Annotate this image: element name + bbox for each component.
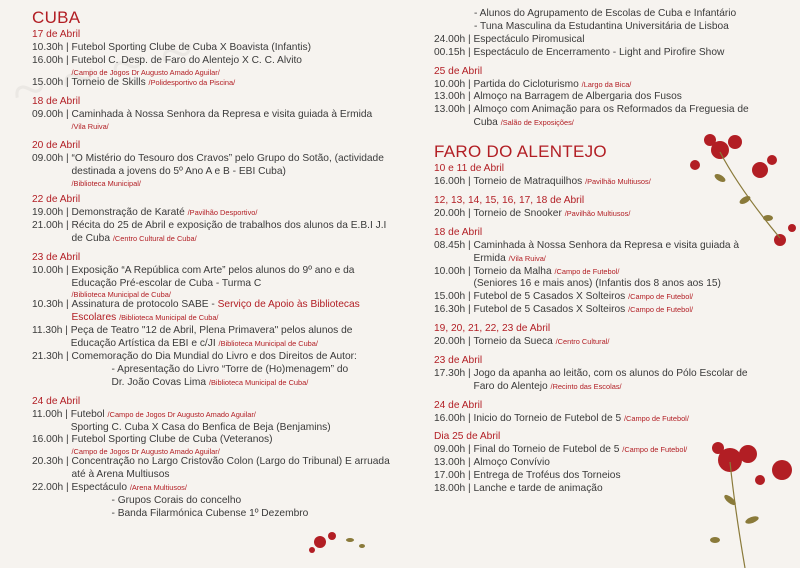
event-text: Lanche e tarde de animação [473, 483, 603, 495]
day-date: 22 de Abril [32, 194, 81, 206]
event-row [32, 55, 392, 77]
event-time: 08.45h | [434, 240, 473, 266]
event-description [71, 207, 392, 220]
event-time: 16.00h | [32, 434, 71, 456]
event-location: /Pavilhão Desportivo/ [187, 207, 258, 217]
section-title-cuba: CUBA [32, 8, 81, 27]
event-time: 10.30h | [32, 42, 71, 55]
event-row [434, 176, 764, 189]
event-location: /Biblioteca Municipal de Cuba/ [218, 339, 318, 349]
event-row [434, 104, 764, 130]
event-location: /Campo de Futebol/ [628, 305, 694, 315]
event-time: 10.00h | [32, 265, 71, 300]
event-location: /Campo de Futebol/ [622, 445, 688, 455]
event-description [473, 104, 764, 130]
event-text: Futebol Sporting Clube de Cuba X Boavista (Infantis) [71, 41, 312, 53]
event-text: Jogo da apanha ao leitão, com os alunos do Pólo Escolar de Faro do Alentejo [473, 367, 748, 392]
event-row [32, 299, 392, 325]
event-text: Inicio do Torneio de Futebol de 5 [473, 412, 622, 424]
day-date: 18 de Abril [32, 95, 81, 107]
event-location: /Vila Ruiva/ [508, 253, 546, 263]
event-text: Futebol C. Desp. de Faro do Alentejo X C. C. Alvito [71, 54, 302, 66]
event-text: Demonstração de Karaté [71, 206, 185, 218]
event-text: Entrega de Troféus dos Torneios [473, 470, 621, 482]
event-time: 15.00h | [32, 77, 71, 90]
event-row [434, 291, 764, 304]
event-description [71, 220, 392, 246]
event-description [71, 77, 392, 90]
event-location: /Campo de Futebol/ [554, 266, 620, 276]
event-location: /Campo de Jogos Dr Augusto Amado Aguilar/ [71, 67, 220, 77]
event-time: 21.00h | [32, 220, 71, 246]
event-row [434, 413, 764, 426]
event-text: Partida do Cicloturismo [473, 78, 579, 90]
event-text: Torneio de Skills [71, 76, 146, 88]
event-row [32, 153, 392, 188]
section-title-faro: FARO DO ALENTEJO [434, 142, 607, 162]
event-location: /Centro Cultural de Cuba/ [112, 233, 197, 243]
event-sub-item: Dr. João Covas Lima /Biblioteca Municipal de Cuba/ [111, 376, 309, 388]
day-date: 18 de Abril [434, 226, 483, 238]
event-time: 10.30h | [32, 299, 71, 325]
event-location: /Biblioteca Municipal de Cuba/ [71, 290, 171, 300]
event-row [434, 240, 764, 266]
continued-sub-item: - Alunos do Agrupamento de Escolas de Cuba e Infantário [474, 8, 737, 19]
day-date: Dia 25 de Abril [434, 431, 501, 443]
cuba-column [32, 8, 392, 521]
event-text: Futebol [70, 408, 105, 420]
event-location: /Salão de Exposições/ [500, 118, 574, 128]
event-text: Comemoração do Dia Mundial do Livro e dos Direitos de Autor: [71, 351, 357, 363]
event-description [71, 55, 392, 77]
day-date: 10 e 11 de Abril [434, 163, 505, 175]
day-date: 24 de Abril [32, 395, 81, 407]
event-location: /Campo de Futebol/ [628, 292, 694, 302]
event-location: /Largo da Bica/ [581, 79, 632, 89]
event-row [434, 208, 764, 221]
event-text: Espectáculo [71, 482, 127, 494]
event-text: Futebol Sporting Clube de Cuba (Veteranos) [71, 434, 273, 446]
event-row [32, 265, 392, 300]
event-row [434, 47, 764, 60]
event-description [71, 409, 392, 435]
event-row [32, 482, 392, 521]
event-row [434, 457, 764, 470]
event-row [434, 34, 764, 47]
event-description [473, 47, 764, 60]
event-time: 15.00h | [434, 291, 473, 304]
right-column [434, 8, 764, 496]
event-row [434, 483, 764, 496]
day-date: 17 de Abril [32, 29, 81, 40]
event-text: Espectáculo de Encerramento - Light and Pirofire Show [473, 46, 725, 58]
event-extra: Sporting C. Cuba X Casa do Benfica de Beja (Benjamins) [70, 421, 331, 433]
event-location: /Campo de Jogos Dr Augusto Amado Aguilar/ [71, 447, 220, 457]
event-location: /Polidesportivo da Piscina/ [148, 77, 236, 87]
event-row [434, 266, 764, 292]
event-location: /Biblioteca Municipal de Cuba/ [119, 313, 219, 323]
event-text: Almoço com Animação para os Reformados da Freguesia de Cuba [473, 104, 749, 129]
event-time: 09.00h | [434, 444, 473, 457]
event-location: /Biblioteca Municipal/ [71, 179, 141, 189]
event-text: Futebol de 5 Casados X Solteiros [473, 304, 626, 316]
event-description [71, 482, 392, 521]
event-row [32, 42, 392, 55]
event-text: Final do Torneio de Futebol de 5 [473, 444, 620, 456]
event-description [71, 434, 392, 456]
event-time: 11.00h | [32, 409, 71, 435]
event-time: 09.00h | [32, 153, 71, 188]
event-row [32, 77, 392, 90]
event-row [434, 368, 764, 394]
event-highlight: Serviço de Apoio às Bibliotecas Escolares [71, 299, 360, 324]
event-location: /Recinto das Escolas/ [550, 381, 622, 391]
event-time: 00.15h | [434, 47, 473, 60]
event-text: Torneio de Snooker [473, 207, 562, 219]
event-text: Caminhada à Nossa Senhora da Represa e visita guiada à Ermida [473, 239, 740, 264]
event-description [473, 91, 764, 104]
event-description [71, 265, 392, 300]
event-description [473, 240, 764, 266]
event-text: Assinatura de protocolo SABE - [71, 299, 215, 311]
event-row [434, 336, 764, 349]
event-row [32, 409, 392, 435]
event-row [32, 325, 392, 351]
event-row [434, 470, 764, 483]
event-text: Peça de Teatro "12 de Abril, Plena Primavera" pelos alunos de Educação Artística da EBI e c/JI [70, 325, 353, 350]
event-text: Torneio de Matraquilhos [473, 176, 583, 188]
event-row [32, 351, 392, 390]
event-time: 21.30h | [32, 351, 71, 390]
event-row [434, 304, 764, 317]
event-time: 11.30h | [32, 325, 71, 351]
event-text: Torneio da Malha [473, 265, 552, 277]
event-description [71, 351, 392, 390]
event-text: Concentração no Largo Cristovão Colon (Largo do Tribunal) E arruada até à Arena Multiusos [71, 456, 390, 481]
event-description [71, 153, 392, 188]
event-text: Espectáculo Piromusical [473, 33, 585, 45]
event-description [473, 176, 764, 189]
event-time: 09.00h | [32, 109, 71, 135]
event-description [473, 336, 764, 349]
event-row [434, 79, 764, 92]
event-time: 24.00h | [434, 34, 473, 47]
day-date: 12, 13, 14, 15, 16, 17, 18 de Abril [434, 194, 585, 206]
event-location: /Arena Multiusos/ [129, 483, 187, 493]
event-location: /Campo de Futebol/ [623, 413, 689, 423]
event-time: 17.30h | [434, 368, 473, 394]
event-time: 20.30h | [32, 456, 71, 482]
event-row [32, 434, 392, 456]
event-sub-item: - Banda Filarmónica Cubense 1º Dezembro [111, 508, 309, 519]
event-description [473, 457, 764, 470]
event-text: Récita do 25 de Abril e exposição de trabalhos dos alunos da E.B.I J.I de Cuba [71, 219, 387, 244]
day-date: 25 de Abril [434, 65, 483, 77]
event-text: Futebol de 5 Casados X Solteiros [473, 291, 626, 303]
day-date: 23 de Abril [434, 354, 483, 366]
event-time: 17.00h | [434, 470, 473, 483]
event-location: /Campo de Jogos Dr Augusto Amado Aguilar/ [107, 409, 256, 419]
carnation-flower-bottom-center [300, 520, 380, 568]
event-text: Torneio da Sueca [473, 336, 553, 348]
event-text: Caminhada à Nossa Senhora da Represa e visita guiada à Ermida [71, 108, 373, 120]
event-sub-item: - Grupos Corais do concelho [111, 495, 242, 507]
event-description [473, 79, 764, 92]
event-text: Almoço na Barragem de Albergaria dos Fusos [473, 91, 682, 103]
event-description [473, 368, 764, 394]
event-description [71, 42, 392, 55]
day-date: 19, 20, 21, 22, 23 de Abril [434, 323, 551, 335]
event-time: 16.30h | [434, 304, 473, 317]
event-description [71, 299, 392, 325]
event-description [473, 304, 764, 317]
event-location: /Biblioteca Municipal de Cuba/ [208, 377, 309, 387]
event-time: 13.00h | [434, 457, 473, 470]
day-date: 20 de Abril [32, 140, 81, 152]
day-date: 24 de Abril [434, 399, 483, 411]
event-location: /Vila Ruiva/ [71, 122, 109, 132]
event-description [473, 413, 764, 426]
event-time: 13.00h | [434, 91, 473, 104]
event-description [473, 266, 764, 292]
event-description [71, 325, 392, 351]
event-extra: (Seniores 16 e mais anos) (Infantis dos 8 anos aos 15) [473, 278, 721, 290]
event-time: 20.00h | [434, 336, 473, 349]
event-text: Almoço Convívio [473, 457, 550, 469]
event-text: “O Mistério do Tesouro dos Cravos” pelo Grupo do Sotão, (actividade destinada a jovens do 5º Ano A e B - EBI Cuba) [71, 153, 384, 178]
event-location: /Pavilhão Multiusos/ [564, 208, 631, 218]
event-time: 16.00h | [434, 413, 473, 426]
event-time: 13.00h | [434, 104, 473, 130]
event-time: 20.00h | [434, 208, 473, 221]
event-row [434, 91, 764, 104]
event-sub-item: - Apresentação do Livro “Torre de (Ho)menagem” do [111, 363, 349, 375]
event-time: 16.00h | [32, 55, 71, 77]
event-text: Exposição “A República com Arte” pelos alunos do 9º ano e da Educação Pré-escolar de Cuba - Turma C [71, 264, 355, 289]
event-description [473, 483, 764, 496]
event-time: 16.00h | [434, 176, 473, 189]
event-row [434, 444, 764, 457]
event-description [473, 34, 764, 47]
event-time: 22.00h | [32, 482, 71, 521]
event-time: 19.00h | [32, 207, 71, 220]
day-date: 23 de Abril [32, 251, 81, 263]
event-description [71, 456, 392, 482]
event-description [473, 208, 764, 221]
event-description [473, 470, 764, 483]
event-location: /Centro Cultural/ [555, 337, 610, 347]
continued-sub-item: - Tuna Masculina da Estudantina Universitária de Lisboa [474, 20, 729, 32]
event-time: 18.00h | [434, 483, 473, 496]
event-description [473, 291, 764, 304]
event-row [32, 220, 392, 246]
event-time: 10.00h | [434, 266, 473, 292]
event-description [473, 444, 764, 457]
event-row [32, 109, 392, 135]
event-row [32, 456, 392, 482]
event-description [71, 109, 392, 135]
event-row [32, 207, 392, 220]
event-location: /Pavilhão Multiusos/ [585, 177, 651, 187]
event-time: 10.00h | [434, 79, 473, 92]
